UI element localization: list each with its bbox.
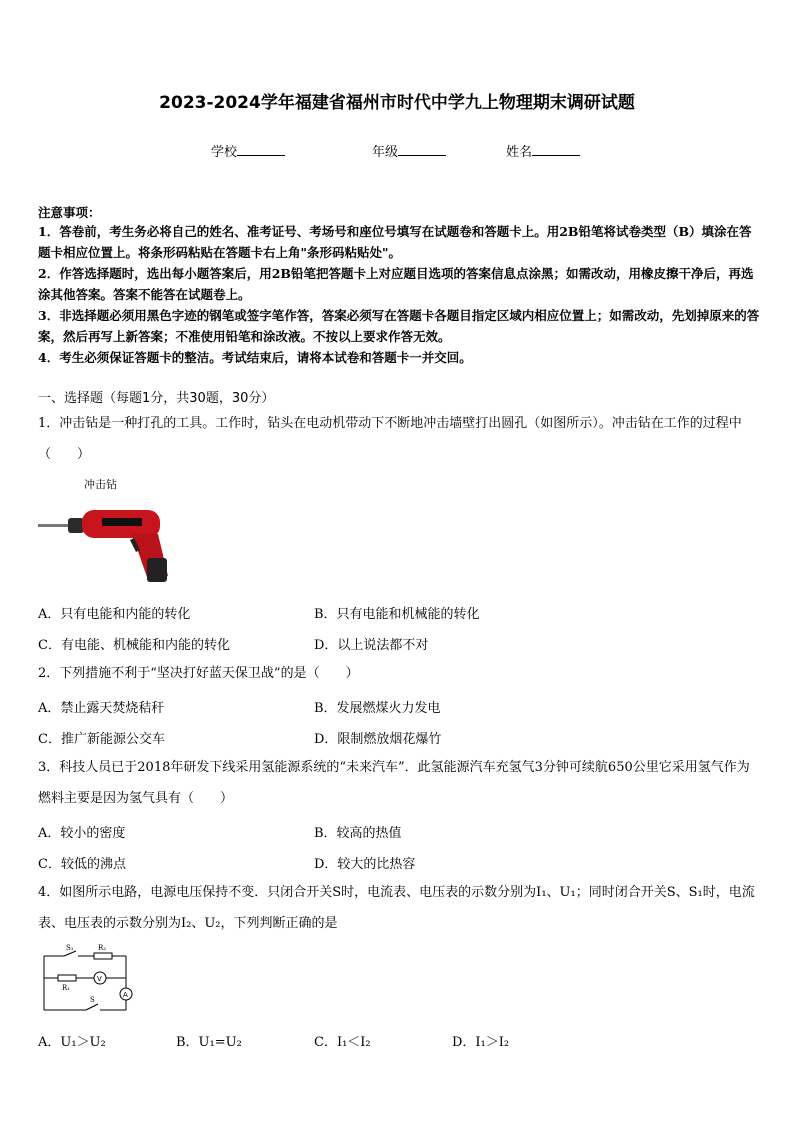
drill-grip: [147, 558, 167, 582]
q3-option-a: A．较小的密度: [38, 826, 126, 841]
notice-title: 注意事项：: [38, 205, 101, 220]
label-s: S: [90, 996, 95, 1004]
q1-option-d: D．以上说法都不对: [314, 638, 429, 653]
notice-item: 3．非选择题必须用黑色字迹的钢笔或签字笔作答，答案必须写在答题卡各题目指定区域内相应位置上；如需改动，先划掉原来的答案，然后再写上新答案；不准使用铅笔和涂改液。不按以上要求作答无效。: [38, 308, 760, 344]
q2-option-a: A．禁止露天焚烧秸秆: [38, 701, 165, 716]
q3-option-b: B．较高的热值: [314, 826, 402, 841]
q3-option-d: D．较大的比热容: [314, 857, 416, 872]
q2-option-d: D．限制燃放烟花爆竹: [314, 732, 442, 747]
question-1-stem: 1．冲击钻是一种打孔的工具。工作时，钻头在电动机带动下不断地冲击墙壁打出圆孔（如图所示）。冲击钻在工作的过程中（ ）: [38, 416, 742, 462]
label-r2: R₂: [98, 944, 107, 952]
grade-label: 年级: [372, 145, 399, 160]
switch-s: [86, 1004, 98, 1010]
school-label: 学校: [211, 145, 238, 160]
drill-bit: [38, 524, 72, 527]
question-4-stem: 4．如图所示电路，电源电压保持不变．只闭合开关S时，电流表、电压表的示数分别为I₁、U₁；同时闭合开关S、S₁时，电流表、电压表的示数分别为I₂、U₂，下列判断正确的是: [38, 885, 755, 931]
q4-option-d: D．I₁＞I₂: [452, 1035, 510, 1050]
notice-item: 4．考生必须保证答题卡的整洁。考试结束后，请将本试卷和答题卡一并交回。: [38, 350, 472, 365]
q4-option-c: C．I₁＜I₂: [314, 1035, 371, 1050]
page-title: 2023-2024学年福建省福州市时代中学九上物理期末调研试题: [159, 93, 635, 113]
grade-field: [372, 141, 446, 160]
q1-option-a: A．只有电能和内能的转化: [38, 607, 191, 622]
q4-option-b: B．U₁=U₂: [176, 1035, 242, 1050]
notice-item: 1．答卷前，考生务必将自己的姓名、准考证号、考场号和座位号填写在试题卷和答题卡上。用2B铅笔将试卷类型（B）填涂在答题卡相应位置上。将条形码粘贴在答题卡右上角"条形码粘贴处"。: [38, 224, 752, 260]
drill-figure: [36, 498, 186, 590]
name-label: 姓名: [506, 145, 533, 160]
notice-item: 2．作答选择题时，选出每小题答案后，用2B铅笔把答题卡上对应题目选项的答案信息点涂黑；如需改动，用橡皮擦干净后，再选涂其他答案。答案不能答在试题卷上。: [38, 266, 754, 302]
label-r1: R₁: [62, 984, 71, 992]
circuit-diagram: [40, 944, 136, 1016]
section-title: 一、选择题（每题1分，共30题，30分）: [38, 391, 275, 406]
label-s1: S₁: [66, 944, 74, 952]
notice-list: [38, 221, 762, 368]
q4-option-a: A．U₁＞U₂: [38, 1035, 106, 1050]
label-a: A: [123, 991, 128, 999]
q2-option-b: B．发展燃煤火力发电: [314, 701, 441, 716]
drill-band: [102, 518, 142, 526]
name-field: [506, 141, 580, 160]
school-blank: [237, 143, 285, 156]
q3-option-c: C．较低的沸点: [38, 857, 126, 872]
question-3-stem: 3．科技人员已于2018年研发下线采用氢能源系统的“未来汽车”．此氢能源汽车充氢气3分钟可续航650公里它采用氢气作为燃料主要是因为氢气具有（ ）: [38, 760, 750, 806]
school-field: [211, 141, 285, 160]
name-blank: [532, 143, 580, 156]
q1-option-b: B．只有电能和机械能的转化: [314, 607, 480, 622]
resistor-r2: [94, 953, 112, 959]
figure-caption: 冲击钻: [84, 478, 117, 491]
q2-option-c: C．推广新能源公交车: [38, 732, 165, 747]
q1-option-c: C．有电能、机械能和内能的转化: [38, 638, 230, 653]
question-2-stem: 2．下列措施不利于“坚决打好蓝天保卫战”的是（ ）: [38, 666, 359, 681]
grade-blank: [398, 143, 446, 156]
resistor-r1: [58, 975, 76, 981]
drill-chuck: [68, 518, 84, 533]
label-v: V: [97, 975, 102, 983]
